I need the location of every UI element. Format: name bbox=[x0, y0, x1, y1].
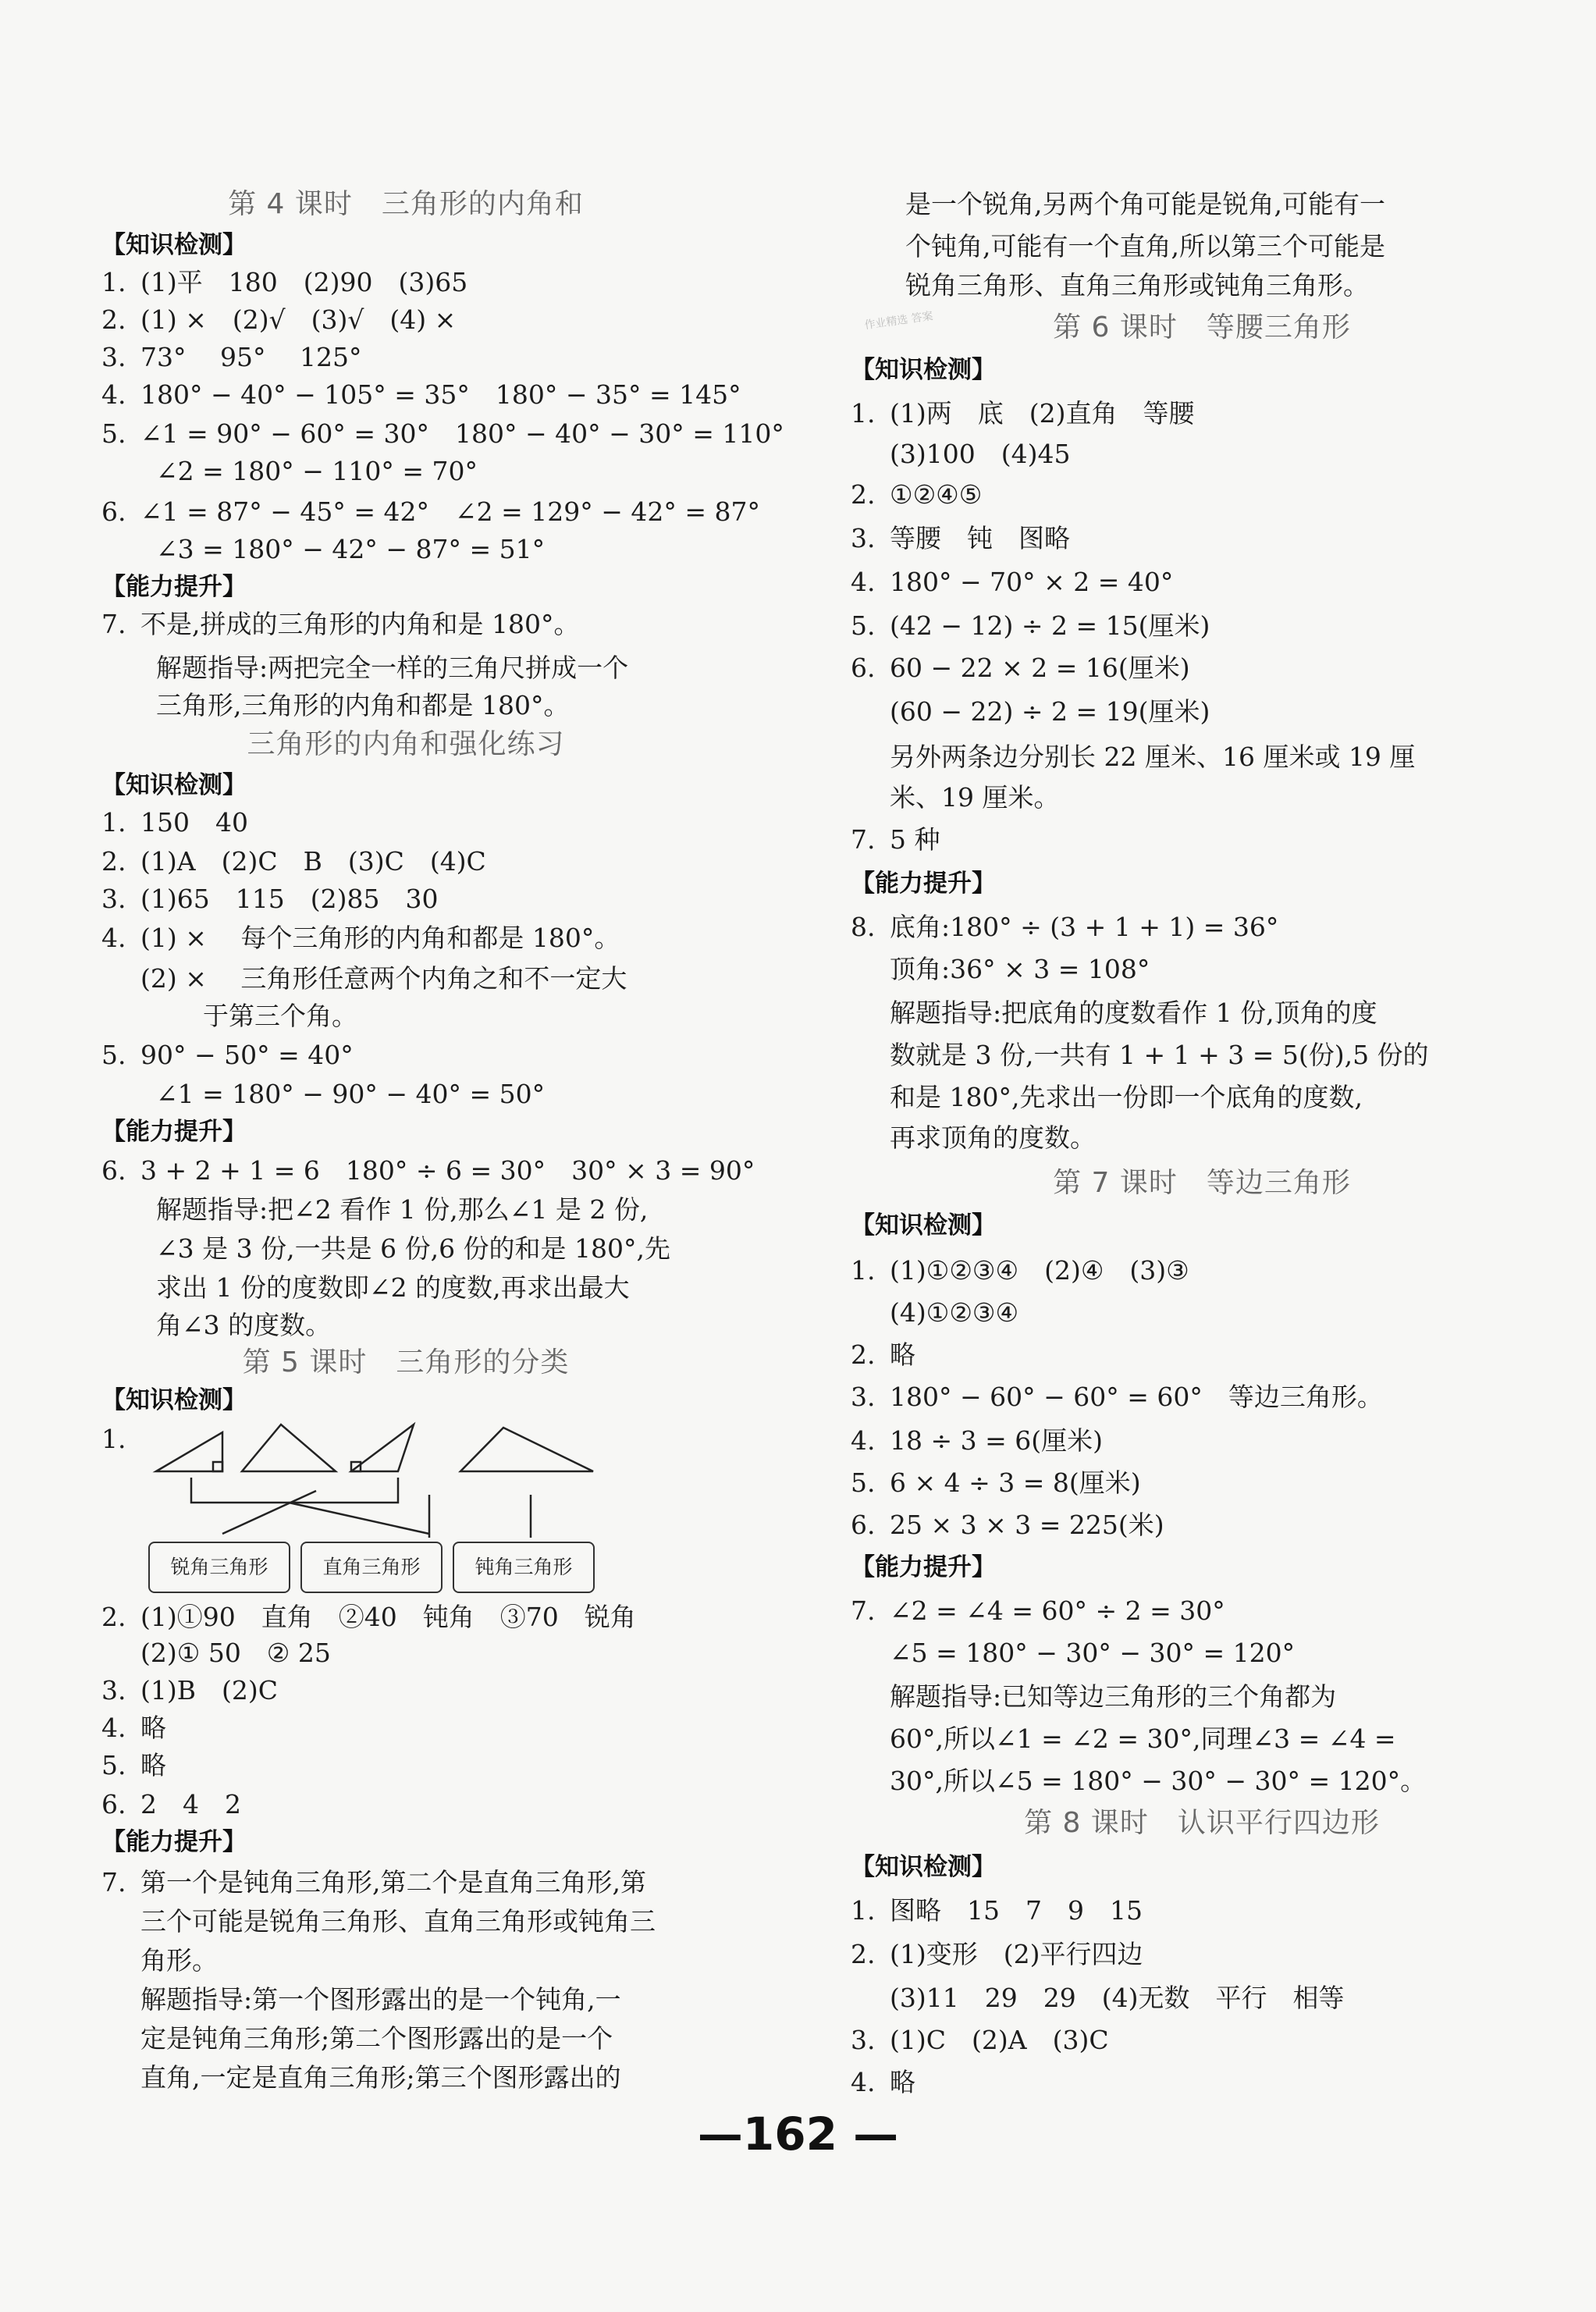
question-number: 5. bbox=[101, 418, 126, 449]
answer-line: 4. 180° − 40° − 105° = 35° 180° − 35° = 145° bbox=[101, 378, 741, 412]
obtuse-triangle-box: 钝角三角形 bbox=[453, 1542, 595, 1593]
answer-line: (2) × 三角形任意两个内角之和不一定大 bbox=[140, 963, 627, 994]
answer-line: 2. 略 bbox=[851, 1338, 915, 1372]
answer-line: 7. 5 种 bbox=[851, 823, 940, 857]
hint-line: 和是 180°,先求出一份即一个底角的度数, bbox=[890, 1082, 1363, 1112]
answer-line: 于第三个角。 bbox=[203, 1001, 357, 1031]
lesson-5-title: 第 5 课时 三角形的分类 bbox=[242, 1346, 570, 1378]
answer-line: ∠3 = 180° − 42° − 87° = 51° bbox=[156, 534, 546, 564]
hint-line: 定是钝角三角形;第二个图形露出的是一个 bbox=[140, 2023, 613, 2054]
question-number: 1. bbox=[101, 1424, 126, 1454]
hint-line: 求出 1 份的度数即∠2 的度数,再求出最大 bbox=[156, 1272, 630, 1303]
question-number: 4. bbox=[101, 1713, 126, 1743]
hint-line: 解题指导:第一个图形露出的是一个钝角,一 bbox=[140, 1984, 621, 2015]
triangle-figure-drawing bbox=[148, 1417, 710, 1542]
question-number: 2. bbox=[851, 479, 876, 510]
question-number: 4. bbox=[851, 1425, 876, 1456]
question-number: 2. bbox=[851, 1339, 876, 1370]
answer-line: 6. 2 4 2 bbox=[101, 1787, 241, 1822]
hint-line: ∠3 是 3 份,一共是 6 份,6 份的和是 180°,先 bbox=[156, 1233, 671, 1264]
answer-line: (2)① 50 ② 25 bbox=[140, 1638, 331, 1668]
question-number: 3. bbox=[851, 2025, 876, 2055]
hint-line: 解题指导:两把完全一样的三角尺拼成一个 bbox=[156, 653, 629, 683]
answer-line: 6. 3 + 2 + 1 = 6 180° ÷ 6 = 30° 30° × 3 = 90° bbox=[101, 1154, 755, 1188]
answer-line: 7. 第一个是钝角三角形,第二个是直角三角形,第 bbox=[101, 1866, 646, 1900]
triangle-shape-4 bbox=[460, 1428, 593, 1471]
answer-line: 5. 略 bbox=[101, 1748, 166, 1783]
answer-line: 三个可能是锐角三角形、直角三角形或钝角三 bbox=[140, 1906, 656, 1937]
answer-line: 4. 略 bbox=[101, 1711, 166, 1745]
hint-line: 锐角三角形、直角三角形或钝角三角形。 bbox=[905, 270, 1369, 301]
section-heading: 【能力提升】 bbox=[851, 1553, 996, 1581]
answer-line: 3. 等腰 钝 图略 bbox=[851, 521, 1070, 556]
answer-line: 6. ∠1 = 87° − 45° = 42° ∠2 = 129° − 42° = 87° bbox=[101, 495, 760, 529]
question-number: 3. bbox=[101, 342, 126, 372]
hint-line: 角∠3 的度数。 bbox=[156, 1310, 332, 1340]
question-number: 6. bbox=[851, 653, 876, 683]
answer-line: (60 − 22) ÷ 2 = 19(厘米) bbox=[890, 696, 1210, 727]
right-angle-mark bbox=[213, 1462, 222, 1471]
question-number: 7. bbox=[851, 824, 876, 855]
answer-line: 5. (42 − 12) ÷ 2 = 15(厘米) bbox=[851, 609, 1210, 643]
answer-line: 5. 90° − 50° = 40° bbox=[101, 1038, 354, 1072]
page-number: —162 — bbox=[697, 2107, 899, 2161]
connector-line bbox=[289, 1503, 429, 1534]
question-number: 2. bbox=[101, 304, 126, 335]
lesson-7-title: 第 7 课时 等边三角形 bbox=[1053, 1167, 1351, 1199]
hint-line: 解题指导:把底角的度数看作 1 份,顶角的度 bbox=[890, 998, 1377, 1028]
question-number: 4. bbox=[101, 379, 126, 410]
answer-line: 4. 180° − 70° × 2 = 40° bbox=[851, 565, 1173, 599]
answer-line: 4. 略 bbox=[851, 2065, 915, 2100]
answer-line: 1. (1)①②③④ (2)④ (3)③ bbox=[851, 1254, 1189, 1288]
question-number: 1. bbox=[851, 1895, 876, 1926]
hint-line: 30°,所以∠5 = 180° − 30° − 30° = 120°。 bbox=[890, 1766, 1427, 1796]
right-triangle-box: 直角三角形 bbox=[300, 1542, 443, 1593]
hint-line: 三角形,三角形的内角和都是 180°。 bbox=[156, 690, 570, 720]
question-number: 6. bbox=[101, 496, 126, 527]
section-heading: 【能力提升】 bbox=[101, 573, 247, 601]
practice-title: 三角形的内角和强化练习 bbox=[247, 728, 565, 760]
section-heading: 【知识检测】 bbox=[101, 771, 247, 799]
connector-line bbox=[191, 1478, 398, 1503]
question-number: 7. bbox=[101, 609, 126, 639]
section-heading: 【知识检测】 bbox=[851, 1853, 996, 1881]
question-number: 6. bbox=[101, 1789, 126, 1819]
answer-line: 3. (1)C (2)A (3)C bbox=[851, 2023, 1109, 2058]
question-number: 7. bbox=[851, 1595, 876, 1626]
question-number: 4. bbox=[101, 923, 126, 953]
answer-line: 4. (1) × 每个三角形的内角和都是 180°。 bbox=[101, 921, 620, 955]
question-number: 8. bbox=[851, 912, 876, 942]
hint-line: 解题指导:把∠2 看作 1 份,那么∠1 是 2 份, bbox=[156, 1194, 649, 1225]
answer-line: ∠2 = 180° − 110° = 70° bbox=[156, 456, 478, 486]
section-heading: 【知识检测】 bbox=[101, 231, 247, 259]
hint-line: 是一个锐角,另两个角可能是锐角,可能有一 bbox=[905, 189, 1385, 219]
answer-line: 3. (1)B (2)C bbox=[101, 1674, 278, 1708]
hint-line: 再求顶角的度数。 bbox=[890, 1122, 1096, 1153]
question-number: 6. bbox=[851, 1510, 876, 1540]
answer-line: 角形。 bbox=[140, 1945, 218, 1976]
hint-line: 直角,一定是直角三角形;第三个图形露出的 bbox=[140, 2062, 621, 2093]
section-heading: 【能力提升】 bbox=[101, 1118, 247, 1146]
answer-line: 1. (1)两 底 (2)直角 等腰 bbox=[851, 397, 1195, 431]
triangle-shape-2 bbox=[242, 1425, 336, 1471]
section-heading: 【知识检测】 bbox=[851, 356, 996, 384]
answer-line: ∠1 = 180° − 90° − 40° = 50° bbox=[156, 1079, 546, 1109]
section-heading: 【能力提升】 bbox=[101, 1828, 247, 1856]
answer-line: 3. 73° 95° 125° bbox=[101, 340, 361, 375]
question-number: 1. bbox=[101, 807, 126, 838]
section-heading: 【能力提升】 bbox=[851, 870, 996, 898]
question-number: 3. bbox=[101, 884, 126, 914]
answer-line: 1. 150 40 bbox=[101, 806, 248, 840]
answer-line: 2. (1)变形 (2)平行四边 bbox=[851, 1937, 1143, 1972]
question-number: 4. bbox=[851, 567, 876, 597]
question-number: 2. bbox=[851, 1939, 876, 1969]
answer-line: 8. 底角:180° ÷ (3 + 1 + 1) = 36° bbox=[851, 910, 1278, 944]
question-number: 5. bbox=[101, 1750, 126, 1780]
answer-line: 2. ①②④⑤ bbox=[851, 478, 982, 512]
hint-line: 解题指导:已知等边三角形的三个角都为 bbox=[890, 1681, 1337, 1712]
answer-line: 2. (1)A (2)C B (3)C (4)C bbox=[101, 845, 486, 879]
answer-line: 3. (1)65 115 (2)85 30 bbox=[101, 882, 438, 916]
answer-line: ∠5 = 180° − 30° − 30° = 120° bbox=[890, 1638, 1296, 1668]
answer-line: 5. 6 × 4 ÷ 3 = 8(厘米) bbox=[851, 1466, 1141, 1500]
connector-line bbox=[222, 1491, 316, 1534]
hint-line: 60°,所以∠1 = ∠2 = 30°,同理∠3 = ∠4 = bbox=[890, 1723, 1396, 1754]
question-number: 6. bbox=[101, 1155, 126, 1186]
hint-line: 数就是 3 份,一共有 1 + 1 + 3 = 5(份),5 份的 bbox=[890, 1040, 1429, 1070]
lesson-8-title: 第 8 课时 认识平行四边形 bbox=[1024, 1807, 1380, 1839]
answer-line: 2. (1)①90 直角 ②40 钝角 ③70 锐角 bbox=[101, 1600, 636, 1634]
answer-line: 1. (1)平 180 (2)90 (3)65 bbox=[101, 265, 467, 300]
question-number: 3. bbox=[851, 1382, 876, 1412]
answer-line: 5. ∠1 = 90° − 60° = 30° 180° − 40° − 30° = 110° bbox=[101, 417, 784, 451]
answer-line: 7. 不是,拼成的三角形的内角和是 180°。 bbox=[101, 607, 579, 642]
lesson-6-title: 第 6 课时 等腰三角形 bbox=[1053, 311, 1351, 343]
answer-line: 另外两条边分别长 22 厘米、16 厘米或 19 厘 bbox=[890, 742, 1416, 772]
answer-line: 4. 18 ÷ 3 = 6(厘米) bbox=[851, 1424, 1103, 1458]
answer-line: (3)11 29 29 (4)无数 平行 相等 bbox=[890, 1983, 1345, 2013]
hint-line: 个钝角,可能有一个直角,所以第三个可能是 bbox=[905, 231, 1385, 261]
question-number: 3. bbox=[101, 1675, 126, 1706]
answer-line: 6. 25 × 3 × 3 = 225(米) bbox=[851, 1508, 1164, 1542]
question-number: 2. bbox=[101, 1602, 126, 1632]
answer-line bbox=[101, 1422, 140, 1457]
answer-line: (4)①②③④ bbox=[890, 1297, 1019, 1328]
question-number: 3. bbox=[851, 523, 876, 553]
answer-line: (3)100 (4)45 bbox=[890, 439, 1071, 469]
lesson-4-title: 第 4 课时 三角形的内角和 bbox=[228, 188, 584, 220]
question-number: 4. bbox=[851, 2067, 876, 2097]
acute-triangle-box: 锐角三角形 bbox=[148, 1542, 290, 1593]
answer-line: 7. ∠2 = ∠4 = 60° ÷ 2 = 30° bbox=[851, 1594, 1225, 1628]
question-number: 5. bbox=[101, 1040, 126, 1070]
question-number: 5. bbox=[851, 1467, 876, 1498]
question-number: 2. bbox=[101, 846, 126, 877]
question-number: 5. bbox=[851, 610, 876, 641]
answer-line: 2. (1) × (2)√ (3)√ (4) × bbox=[101, 303, 456, 337]
answer-line: 顶角:36° × 3 = 108° bbox=[890, 954, 1150, 984]
section-heading: 【知识检测】 bbox=[851, 1211, 996, 1240]
answer-line: 6. 60 − 22 × 2 = 16(厘米) bbox=[851, 651, 1190, 685]
section-heading: 【知识检测】 bbox=[101, 1386, 247, 1414]
question-number: 1. bbox=[851, 398, 876, 429]
answer-line: 3. 180° − 60° − 60° = 60° 等边三角形。 bbox=[851, 1380, 1383, 1414]
watermark-stamp: 作业精选 答案 bbox=[863, 310, 934, 333]
answer-line: 米、19 厘米。 bbox=[890, 782, 1060, 813]
question-number: 1. bbox=[101, 267, 126, 297]
question-number: 7. bbox=[101, 1867, 126, 1898]
question-number: 1. bbox=[851, 1255, 876, 1286]
answer-line: 1. 图略 15 7 9 15 bbox=[851, 1894, 1143, 1928]
